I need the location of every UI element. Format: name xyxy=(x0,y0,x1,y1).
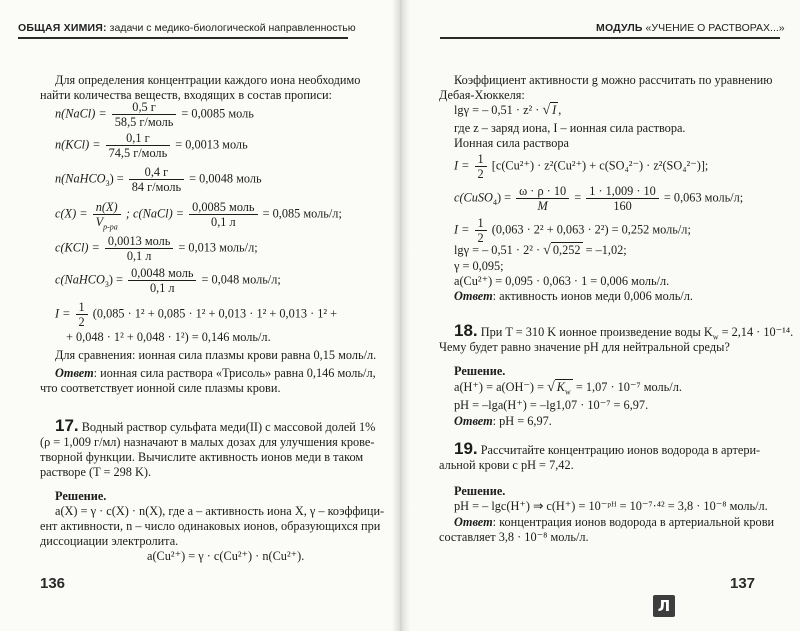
solution-18-label: Решение. xyxy=(454,364,506,378)
problem-17-line-2: (ρ = 1,009 г/мл) назначают в малых дозах для улучшения крове- xyxy=(40,435,375,449)
lg-gamma-calc: lgγ = – 0,51 · 2² · √ 0,252 = –1,02; xyxy=(454,243,627,258)
fraction-one-half-general: $\frac{1}{2}$ xyxy=(475,152,487,181)
formula-n-nahco3: n(NaHCO$_3$) = $\frac{0,4 г}{\text{84 г/моль}}$ = 0,0048 моль xyxy=(55,165,262,194)
activity-cu-value: a(Cu²⁺) = 0,095 · 0,063 · 1 = 0,006 моль/л. xyxy=(454,274,670,288)
solution-label: Решение. xyxy=(55,489,107,503)
gamma-value: γ = 0,095; xyxy=(454,259,504,273)
left-running-header xyxy=(18,22,356,34)
problem-18-line-2: Чему будет равно значение pH для нейтральной среды? xyxy=(439,340,730,354)
right-header-subtitle: «УЧЕНИЕ О РАСТВОРАХ...» xyxy=(642,22,785,34)
right-page-number: 137 xyxy=(730,575,756,592)
right-running-header xyxy=(596,22,785,34)
solution-line-3: диссоциации электролита. xyxy=(40,534,179,548)
formula-c-cuso4: c(CuSO$_4$) = $\frac{\omega \cdot \rho \cdot 10}{M}$ = $\frac{1 \cdot 1,009 \cdot 10}{160}$ = 0,063 моль/л; xyxy=(454,184,744,213)
answer-19-line-1: Ответ: концентрация ионов водорода в артериальной крови xyxy=(454,515,775,529)
formula-c-kcl: c(KCl) = $\frac{\text{0,0013 моль}}{0,1 л}$ = 0,013 моль/л; xyxy=(55,234,258,263)
fraction-c-kcl: $\frac{\text{0,0013 моль}}{0,1 л}$ xyxy=(105,234,173,263)
right-page xyxy=(400,0,800,631)
ionic-strength-calc: I = $\frac{1}{2}$ (0,063 · 2² + 0,063 · 2²) = 0,252 моль/л; xyxy=(454,216,691,245)
ionic-strength-title: Ионная сила раствора xyxy=(454,136,570,150)
debye-huckel-equation: lgγ = – 0,51 · z² · √ I , xyxy=(454,103,562,118)
left-header-title: ОБЩАЯ ХИМИЯ: xyxy=(18,22,107,34)
comparison-text: Для сравнения: ионная сила плазмы крови равна 0,15 моль/л. xyxy=(55,348,377,362)
fraction-n-kcl: $\frac{0,1 г}{\text{74,5 г/моль}}$ xyxy=(106,131,171,160)
problem-19-line-1: 19. Рассчитайте концентрацию ионов водорода в артери- xyxy=(454,439,761,458)
formula-c-def-nacl: c(X) = $\frac{n(X)}{V_{р-ра}}$ ; c(NaCl) = $\frac{\text{0,0085 моль}}{0,1 л}$ = 0,085 моль/л; xyxy=(55,200,342,232)
fraction-c-nahco3: $\frac{\text{0,0048 моль}}{0,1 л}$ xyxy=(128,266,196,295)
fraction-c-def: $\frac{n(X)}{V_{р-ра}}$ xyxy=(93,200,121,229)
problem-17-line-1: 17. Водный раствор сульфата меди(II) с массовой долей 1% xyxy=(55,416,376,435)
answer-18-line: Ответ: pH = 6,97. xyxy=(454,414,552,428)
left-header-subtitle: задачи с медико-биологической направленностью xyxy=(106,22,356,34)
formula-ionic-strength-line1: I = $\frac{1}{2}$ (0,085 · 1² + 0,085 · 1² + 0,013 · 1² + 0,013 · 1² + xyxy=(55,300,338,329)
left-header-rule xyxy=(18,37,348,39)
answer-line-1: Ответ: ионная сила раствора «Трисоль» равна 0,146 моль/л, xyxy=(55,366,376,380)
coef-line-2: Дебая-Хюккеля: xyxy=(439,88,525,102)
right-header-title: МОДУЛЬ xyxy=(596,22,643,34)
problem-17-line-4: растворе (T = 298 K). xyxy=(40,465,152,479)
where-line: где z – заряд иона, I – ионная сила раствора. xyxy=(454,121,686,135)
answer-line-2: что соответствует ионной силе плазмы крови. xyxy=(40,381,281,395)
left-page-number: 136 xyxy=(40,575,66,592)
solution-19-line-1: pH = – lgc(H⁺) ⇒ c(H⁺) = 10⁻ᵖᴴ = 10⁻⁷·⁴² = 3,8 · 10⁻⁸ моль/л. xyxy=(454,499,768,513)
solution-line-1: a(X) = γ · c(X) · n(X), где a – активность иона X, γ – коэффици- xyxy=(55,504,385,518)
formula-c-nahco3: c(NaHCO$_3$) = $\frac{\text{0,0048 моль}}{0,1 л}$ = 0,048 моль/л; xyxy=(55,266,281,295)
problem-19-line-2: альной крови с pH = 7,42. xyxy=(439,458,574,472)
book-gutter-shadow xyxy=(392,0,410,631)
publisher-logo-icon: Л xyxy=(653,595,675,617)
intro-line-2: найти количества веществ, входящих в состав прописи: xyxy=(40,88,332,102)
answer-19-line-2: составляет 3,8 · 10⁻⁸ моль/л. xyxy=(439,530,589,544)
fraction-n-nacl: $\frac{0,5 г}{\text{58,5 г/моль}}$ xyxy=(112,100,177,129)
problem-18-line-1: 18. При T = 310 K ионное произведение воды $K_w = 2,14 \cdot 10^{-14}$. xyxy=(454,321,794,342)
solution-line-4: a(Cu²⁺) = γ · c(Cu²⁺) · n(Cu²⁺). xyxy=(147,549,305,563)
ionic-strength-formula: I = $\frac{1}{2}$ [c(Cu²⁺) · z²(Cu²⁺) + c(SO₄²⁻) · z²(SO₄²⁻)]; xyxy=(454,152,709,181)
solution-18-line-1: a(H⁺) = a(OH⁻) = √ $K_w = 1,07 \cdot 10^{-7}$ моль/л. xyxy=(454,380,682,397)
answer-16-line: Ответ: активность ионов меди 0,006 моль/л. xyxy=(454,289,693,303)
formula-n-nacl: n(NaCl) = $\frac{0,5 г}{\text{58,5 г/моль}}$ = 0,0085 моль xyxy=(55,100,254,129)
fraction-c-cuso4-numeric: $\frac{1 \cdot 1,009 \cdot 10}{160}$ xyxy=(586,184,659,213)
right-header-rule xyxy=(440,37,780,39)
fraction-n-nahco3: $\frac{0,4 г}{\text{84 г/моль}}$ xyxy=(129,165,184,194)
formula-n-kcl: n(KCl) = $\frac{0,1 г}{\text{74,5 г/моль}}$ = 0,0013 моль xyxy=(55,131,248,160)
solution-line-2: ент активности, n – число одинаковых ионов, образующихся при xyxy=(40,519,381,533)
coef-line-1: Коэффициент активности g можно рассчитать по уравнению xyxy=(454,73,773,87)
solution-18-line-2: pH = –lga(H⁺) = –lg1,07 · 10⁻⁷ = 6,97. xyxy=(454,398,649,412)
fraction-one-half-calc: $\frac{1}{2}$ xyxy=(475,216,487,245)
solution-19-label: Решение. xyxy=(454,484,506,498)
fraction-c-nacl: $\frac{\text{0,0085 моль}}{0,1 л}$ xyxy=(189,200,257,229)
problem-17-line-3: творной функции. Вычислите активность ионов меди в таком xyxy=(40,450,364,464)
fraction-one-half: $\frac{1}{2}$ xyxy=(76,300,88,329)
fraction-c-cuso4-symbolic: $\frac{\omega \cdot \rho \cdot 10}{M}$ xyxy=(516,184,569,213)
formula-ionic-strength-line2: + 0,048 · 1² + 0,048 · 1²) = 0,146 моль/л. xyxy=(66,330,271,344)
intro-line-1: Для определения концентрации каждого иона необходимо xyxy=(55,73,361,87)
